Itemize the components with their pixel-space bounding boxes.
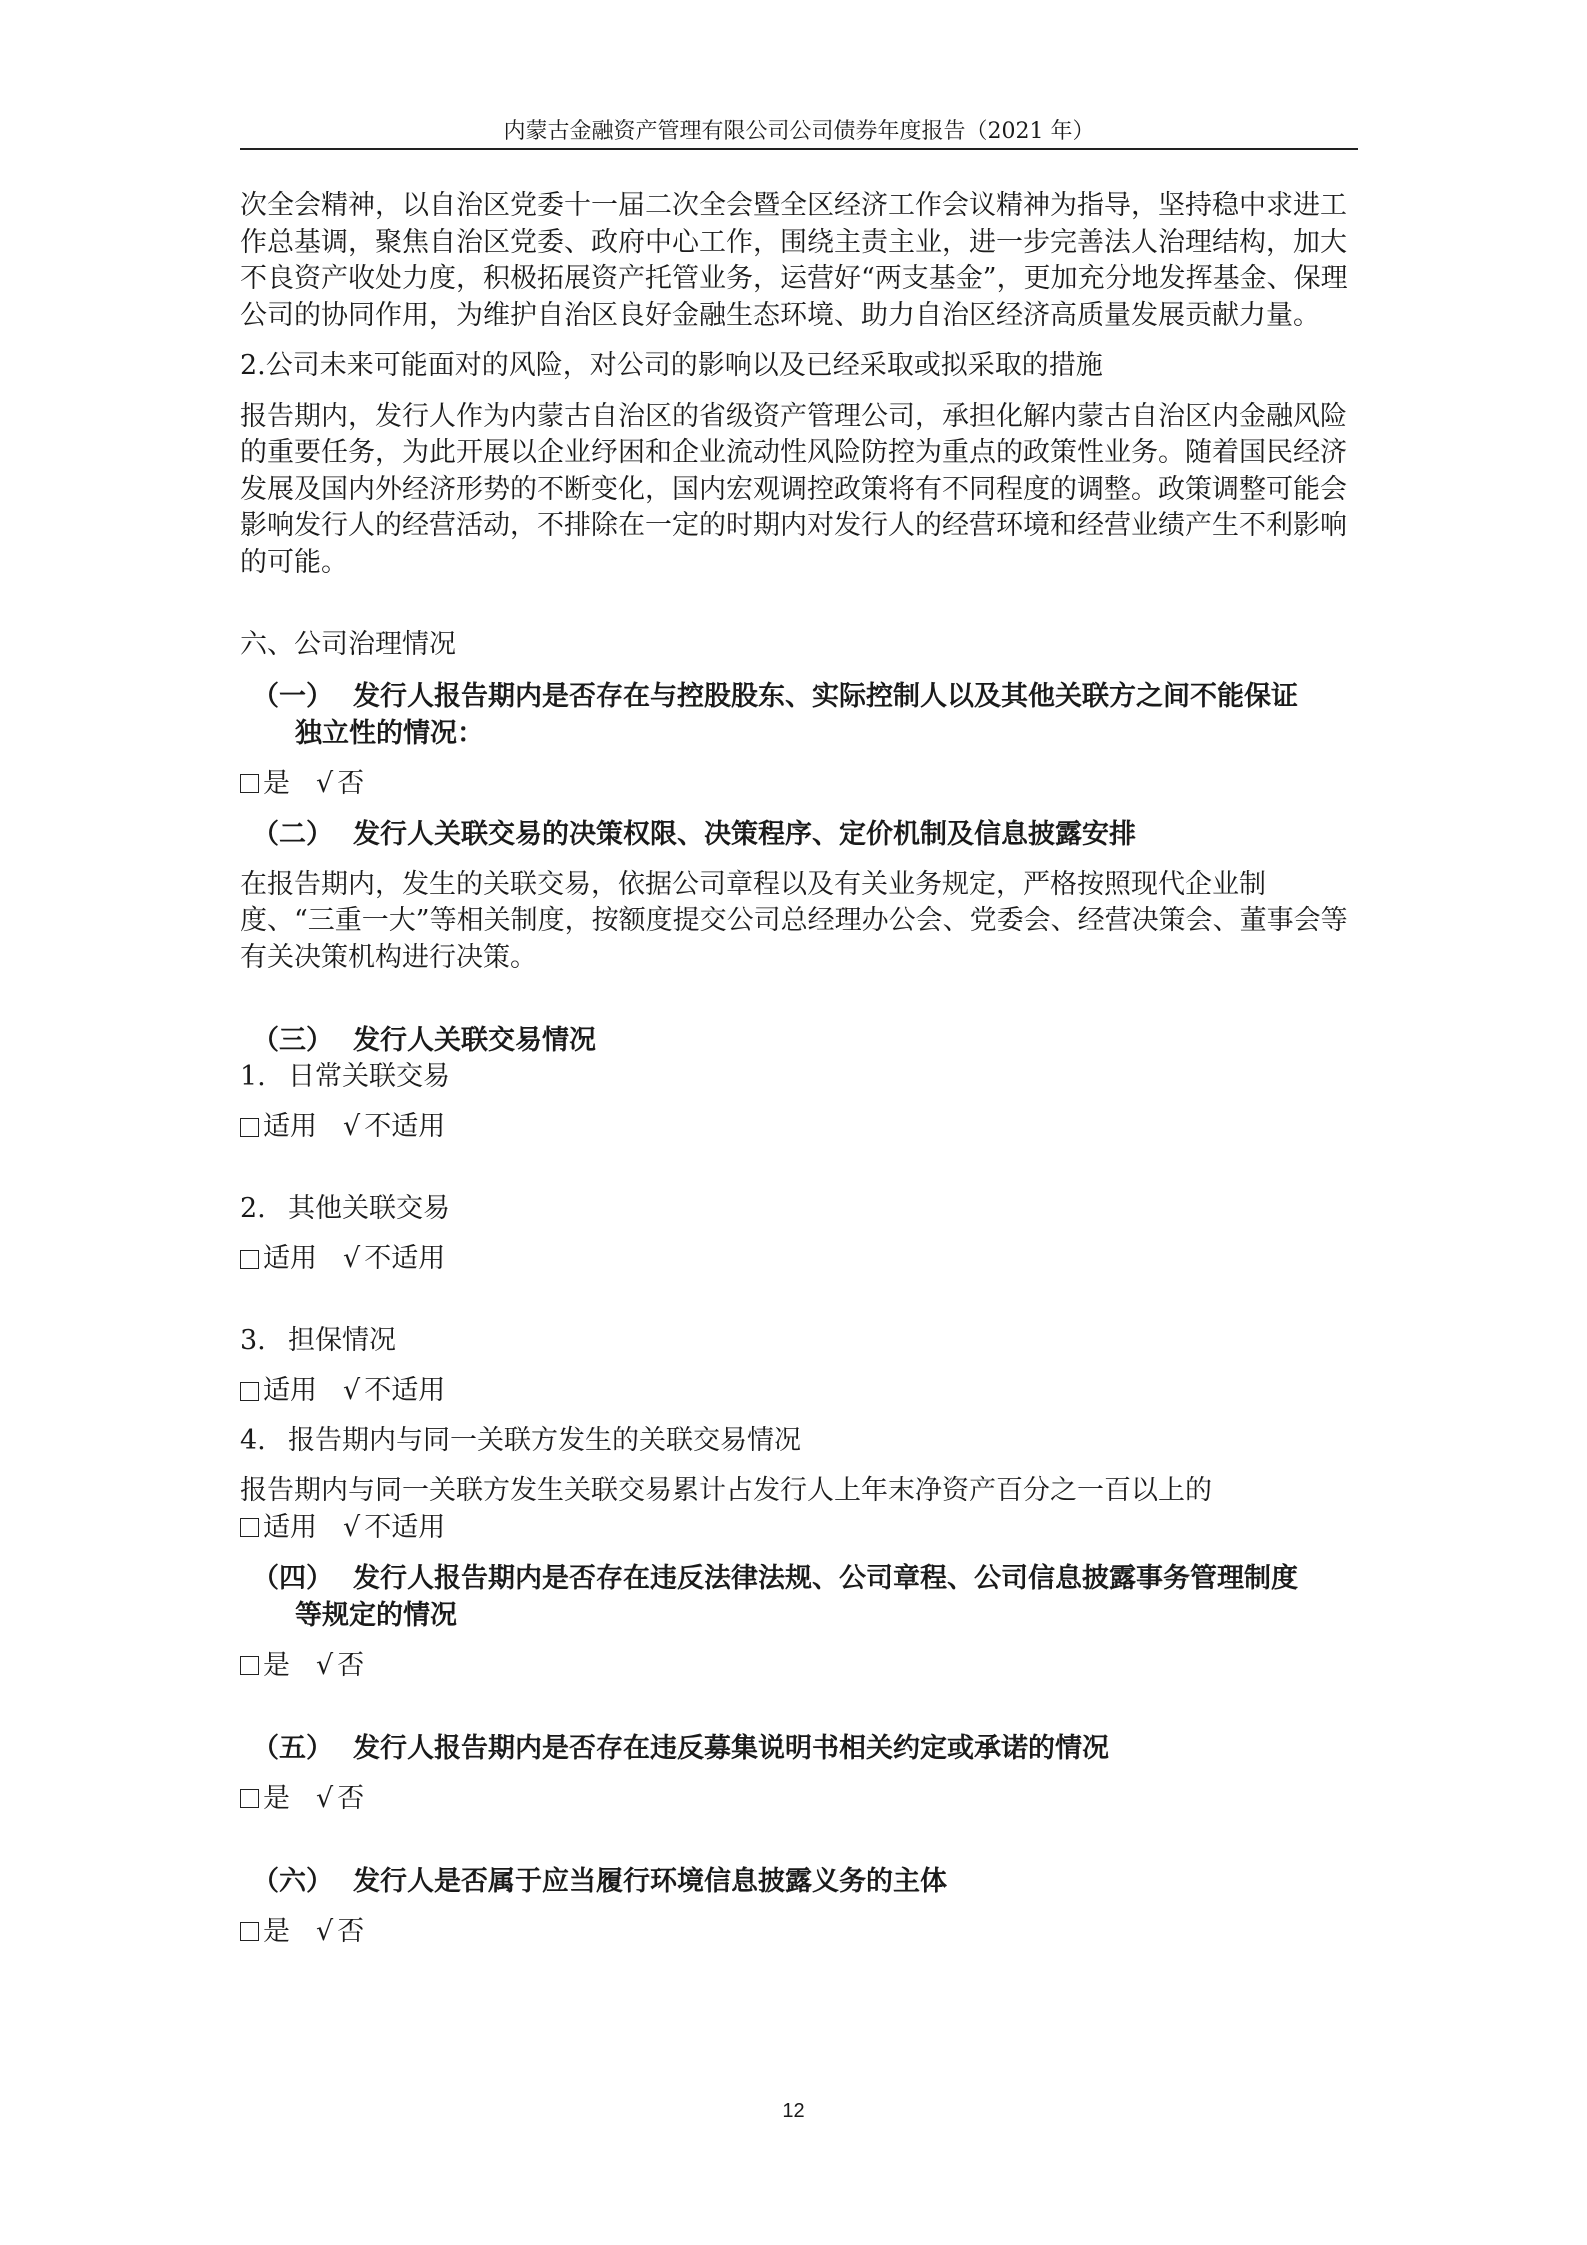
subsection-number: （六） xyxy=(252,1865,333,1897)
subsection-title: 发行人关联交易的决策权限、决策程序、定价机制及信息披露安排 xyxy=(353,818,1136,850)
page-number: 12 xyxy=(782,2100,805,2122)
risk-heading: 2.公司未来可能面对的风险，对公司的影响以及已经采取或拟采取的措施 xyxy=(240,350,1103,381)
checkmark-icon: √ xyxy=(343,1375,361,1406)
subsection-title: 发行人关联交易情况 xyxy=(353,1025,596,1056)
subsection-title: 发行人报告期内是否存在与控股股东、实际控制人以及其他关联方之间不能保证 xyxy=(353,680,1298,712)
checkbox-unchecked[interactable] xyxy=(240,774,259,793)
checkbox-unchecked[interactable] xyxy=(240,1789,259,1808)
subsection-number: （一） xyxy=(252,680,333,712)
option-label-yes: 是 xyxy=(263,767,290,799)
option-row: 适用 √ 不适用 xyxy=(240,1510,1358,1546)
subsection-number: （五） xyxy=(252,1732,333,1764)
checkbox-unchecked[interactable] xyxy=(240,1518,259,1537)
page-header xyxy=(240,108,1358,150)
option-row: 适用 √ 不适用 xyxy=(240,1241,1358,1277)
section-title: 六、公司治理情况 xyxy=(240,629,456,660)
option-row: 适用 √ 不适用 xyxy=(240,1109,1358,1145)
subsection-title: 发行人报告期内是否存在违反募集说明书相关约定或承诺的情况 xyxy=(353,1732,1109,1764)
checkbox-unchecked[interactable] xyxy=(240,1382,259,1401)
checkmark-icon: √ xyxy=(316,767,334,799)
list-item: 1. 日常关联交易 xyxy=(240,1061,450,1092)
list-item: 3. 担保情况 xyxy=(240,1325,396,1356)
subsection-title: 发行人是否属于应当履行环境信息披露义务的主体 xyxy=(353,1865,947,1897)
option-row: 是 √ 否 xyxy=(240,1781,1358,1817)
paragraph-risk: 报告期内，发行人作为内蒙古自治区的省级资产管理公司，承担化解内蒙古自治区内金融风险的重要任务，为此开展以企业纾困和企业流动性风险防控为重点的政策性业务。随着国民经济发展及国内外经济形势的不断变化，国内宏观调控政策将有不同程度的调整。政策调整可能会影响发行人的经营活动，不排除在一定的时期内对发行人的经营环境和经营业绩产生不利影响的可能。 xyxy=(240,400,1347,578)
document-body xyxy=(240,188,1358,1950)
option-row xyxy=(240,766,1358,802)
option-row: 是 √ 否 xyxy=(240,1648,1358,1684)
subsection-1 xyxy=(240,678,1358,715)
checkmark-icon: √ xyxy=(343,1511,361,1543)
note-text: 报告期内与同一关联方发生关联交易累计占发行人上年末净资产百分之一百以上的 xyxy=(240,1475,1212,1506)
checkbox-unchecked[interactable] xyxy=(240,1656,259,1675)
checkbox-unchecked[interactable] xyxy=(240,1118,259,1137)
paragraph-decision: 在报告期内，发生的关联交易，依据公司章程以及有关业务规定，严格按照现代企业制度、“三重一大”等相关制度，按额度提交公司总经理办公会、党委会、经营决策会、董事会等有关决策机构进行决策。 xyxy=(240,868,1348,973)
header-title: 内蒙古金融资产管理有限公司公司债券年度报告（2021 年） xyxy=(503,119,1095,144)
option-row: 适用 √ 不适用 xyxy=(240,1373,1358,1409)
list-item: 4. 报告期内与同一关联方发生的关联交易情况 xyxy=(240,1425,801,1456)
subsection-2 xyxy=(240,816,1358,853)
subsection-title-cont: 等规定的情况 xyxy=(295,1599,457,1631)
subsection-number: （三） xyxy=(252,1025,333,1056)
subsection-1-cont xyxy=(240,715,1358,752)
option-label-no: 否 xyxy=(337,767,365,799)
subsection-title-cont: 独立性的情况： xyxy=(295,717,484,749)
subsection-4-cont xyxy=(240,1597,1358,1634)
paragraph-strategy: 次全会精神，以自治区党委十一届二次全会暨全区经济工作会议精神为指导，坚持稳中求进工作总基调，聚焦自治区党委、政府中心工作，围绕主责主业，进一步完善法人治理结构，加大不良资产收处力度，积极拓展资产托管业务，运营好“两支基金”，更加充分地发挥基金、保理公司的协同作用，为维护自治区良好金融生态环境、助力自治区经济高质量发展贡献力量。 xyxy=(240,190,1348,331)
checkmark-icon: √ xyxy=(343,1111,361,1142)
checkmark-icon: √ xyxy=(316,1649,334,1681)
subsection-title: 发行人报告期内是否存在违反法律法规、公司章程、公司信息披露事务管理制度 xyxy=(353,1562,1298,1594)
checkmark-icon: √ xyxy=(316,1915,334,1947)
subsection-5 xyxy=(240,1730,1358,1767)
checkbox-unchecked[interactable] xyxy=(240,1922,259,1941)
option-row: 是 √ 否 xyxy=(240,1914,1358,1950)
subsection-3 xyxy=(240,1022,1358,1059)
checkbox-unchecked[interactable] xyxy=(240,1250,259,1269)
subsection-number: （四） xyxy=(252,1562,333,1594)
checkmark-icon: √ xyxy=(343,1243,361,1274)
list-item: 2. 其他关联交易 xyxy=(240,1193,450,1224)
checkmark-icon: √ xyxy=(316,1782,334,1814)
subsection-number: （二） xyxy=(252,818,333,850)
subsection-6 xyxy=(240,1863,1358,1900)
subsection-4 xyxy=(240,1560,1358,1597)
